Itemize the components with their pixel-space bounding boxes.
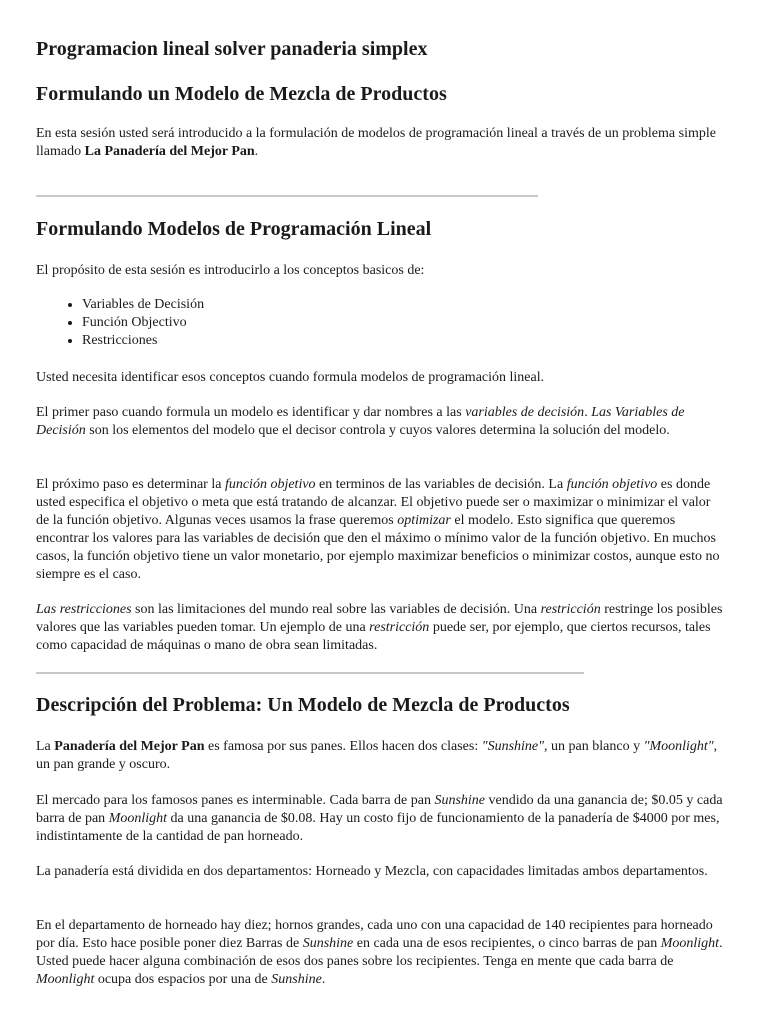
list-item: • Restricciones bbox=[82, 332, 204, 350]
first-step-paragraph: El primer paso cuando formula un modelo es identificar y dar nombres a las variables de decisión. Las Variables de Decisión son los elementos del modelo que el decisor controla y cuyos valores determina la solución del modelo. bbox=[36, 405, 685, 438]
intro-text: En esta sesión usted será introducido a la formulación de modelos de programación lineal a través de un problema simple llamado bbox=[36, 126, 716, 159]
departments-paragraph: La panadería está dividida en dos departamentos: Horneado y Mezcla, con capacidades limitadas ambos departamentos. bbox=[36, 864, 708, 879]
intro-paragraph bbox=[36, 125, 726, 161]
section-heading-lp-models: Formulando Modelos de Programación Lineal bbox=[36, 218, 432, 240]
list-item: • Variables de Decisión bbox=[82, 296, 204, 314]
section-heading-product-mix: Formulando un Modelo de Mezcla de Productos bbox=[36, 83, 447, 105]
page-title: Programacion lineal solver panaderia simplex bbox=[36, 38, 428, 60]
concepts-list bbox=[36, 296, 204, 350]
purpose-paragraph: El propósito de esta sesión es introducirlo a los conceptos basicos de: bbox=[36, 263, 425, 278]
need-paragraph: Usted necesita identificar esos conceptos cuando formula modelos de programación lineal. bbox=[36, 370, 545, 385]
intro-text-end: . bbox=[254, 144, 259, 159]
market-paragraph: El mercado para los famosos panes es interminable. Cada barra de pan Sunshine vendido da una ganancia de; $0.05 y cada barra de pan Moonlight da una ganancia de $0.08. Hay un costo fijo de funcionamiento de la panadería de $4000 por mes, indistintamente de la cantidad de pan horneado. bbox=[36, 793, 723, 844]
section-heading-problem-description: Descripción del Problema: Un Modelo de Mezcla de Productos bbox=[36, 694, 570, 716]
list-item: • Función Objectivo bbox=[82, 314, 204, 332]
ovens-paragraph: En el departamento de horneado hay diez; hornos grandes, cada uno con una capacidad de 140 recipientes para horneado por día. Esto hace posible poner diez Barras de Sunshine en cada una de esos recipientes, o cinco barras de pan Moonlight. Usted puede hacer alguna combinación de esos dos panes sobre los recipientes. Tenga en mente que cada barra de Moonlight ocupa dos espacios por una de Sunshine. bbox=[36, 918, 723, 987]
next-step-paragraph: El próximo paso es determinar la función objetivo en terminos de las variables de decisión. La función objetivo es donde usted especifica el objetivo o meta que está tratando de alcanzar. El objetivo puede ser o maximizar o minimizar el valor de la función objetivo. Algunas veces usamos la frase queremos optimizar el modelo. Esto significa que queremos encontrar los valores para las variables de decisión que den el máximo o mínimo valor de la función objetivo. En muchos casos, la función objetivo tiene un valor monetario, por ejemplo maximizar beneficios o minimizar costos, aunque esto no siempre es el caso. bbox=[36, 477, 720, 582]
divider bbox=[36, 195, 538, 197]
restrictions-paragraph: Las restricciones son las limitaciones del mundo real sobre las variables de decisión. Una restricción restringe los posibles valores que las variables pueden tomar. Un ejemplo de una restricción puede ser, por ejemplo, que ciertos recursos, tales como capacidad de máquinas o mano de obra sean limitadas. bbox=[36, 602, 723, 653]
bakery-name-bold: La Panadería del Mejor Pan bbox=[84, 144, 255, 159]
divider bbox=[36, 672, 584, 674]
bakery-paragraph: La Panadería del Mejor Pan es famosa por sus panes. Ellos hacen dos clases: "Sunshine", un pan blanco y "Moonlight", un pan grande y oscuro. bbox=[36, 739, 718, 772]
